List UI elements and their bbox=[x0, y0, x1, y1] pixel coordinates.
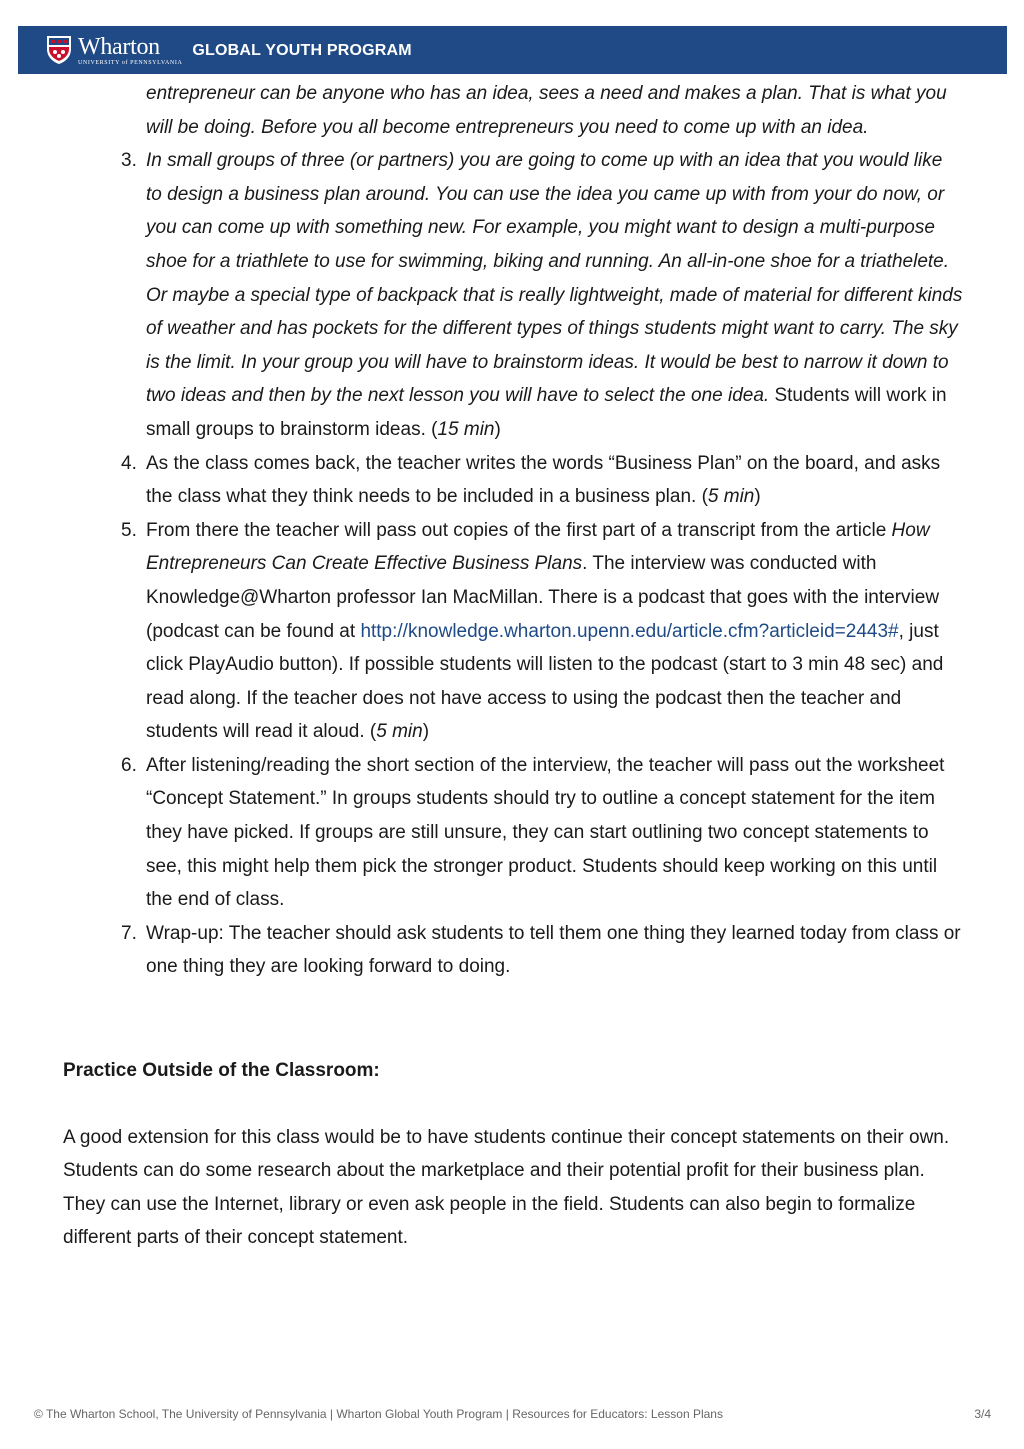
step-text: From there the teacher will pass out copies of the first part of a transcript from the article bbox=[146, 519, 892, 541]
step-text: , just click PlayAudio button). If possible students will listen to the podcast (start to 3 min 48 sec) and read along. If the teacher does not have access to using the podcast then the teacher and students will read it aloud. ( bbox=[146, 620, 944, 743]
step-time: 15 min bbox=[437, 418, 495, 440]
practice-paragraph: A good extension for this class would be to have students continue their concept statements on their own. Students can do some research about the marketplace and their potential profit for their business plan. They can use the Internet, library or even ask people in the field. Students can also begin to formalize different parts of their concept statement. bbox=[63, 1126, 950, 1249]
list-item bbox=[63, 514, 963, 749]
step-number: 3. bbox=[121, 150, 137, 172]
step-close: ) bbox=[754, 486, 761, 508]
step-time: 5 min bbox=[376, 721, 423, 743]
program-title: GLOBAL YOUTH PROGRAM bbox=[192, 42, 412, 59]
step-number: 4. bbox=[121, 452, 137, 474]
list-item bbox=[63, 917, 963, 984]
article-title: How Entrepreneurs Can Create Effective Business Plans bbox=[146, 519, 930, 575]
step-time: 5 min bbox=[707, 486, 755, 508]
logo-subtitle: UNIVERSITY of PENNSYLVANIA bbox=[78, 59, 183, 66]
step-close: ) bbox=[494, 418, 501, 440]
step-text: Students will work in small groups to brainstorm ideas. ( bbox=[146, 385, 947, 440]
list-item bbox=[63, 144, 963, 446]
list-item bbox=[63, 749, 963, 917]
wharton-logo bbox=[46, 35, 182, 66]
page-footer bbox=[34, 1407, 991, 1421]
footer-copyright: © The Wharton School, The University of Pennsylvania | Wharton Global Youth Program | Resources for Educators: Lesson Plans bbox=[34, 1407, 723, 1421]
podcast-link[interactable]: http://knowledge.wharton.upenn.edu/article.cfm?articleid=2443# bbox=[360, 620, 899, 642]
step-italic-text: In small groups of three (or partners) you are going to come up with an idea that you would like to design a business plan around. You can use the idea you came up with from your do now, or you can come up with something new. For example, you might want to design a multi-purpose shoe for a triathlete to use for swimming, biking and running. An all-in-one shoe for a triathelete. Or maybe a special type of backpack that is really lightweight, made of material for different kinds of weather and has pockets for the different types of things students might want to carry. The sky is the limit. In your group you will have to brainstorm ideas. It would be best to narrow it down to two ideas and then by the next lesson you will have to select the one idea. bbox=[146, 150, 963, 407]
step-italic-text: entrepreneur can be anyone who has an idea, sees a need and makes a plan. That is what you will be doing. Before you all become entrepreneurs you need to come up with an idea. bbox=[146, 83, 947, 138]
page-header bbox=[18, 26, 1007, 74]
penn-shield-icon bbox=[46, 35, 72, 65]
page-number: 3/4 bbox=[974, 1407, 991, 1421]
list-item bbox=[63, 77, 963, 144]
step-text: After listening/reading the short section of the interview, the teacher will pass out the worksheet “Concept Statement.” In groups students should try to outline a concept statement for the item they have picked. If groups are still unsure, they can start outlining two concept statements to see, this might help them pick the stronger product. Students should keep working on this until the end of class. bbox=[146, 754, 945, 911]
lesson-content bbox=[63, 77, 963, 1255]
step-close: ) bbox=[422, 721, 430, 743]
step-number: 7. bbox=[121, 922, 137, 944]
step-number: 6. bbox=[121, 754, 137, 776]
section-heading: Practice Outside of the Classroom: bbox=[63, 1060, 380, 1082]
step-text: As the class comes back, the teacher writes the words “Business Plan” on the board, and asks the class what they think needs to be included in a business plan. ( bbox=[146, 452, 941, 508]
step-text: . The interview was conducted with Knowledge@Wharton professor Ian MacMillan. There is a podcast that goes with the interview (podcast can be found at bbox=[146, 553, 940, 642]
step-text: Wrap-up: The teacher should ask students to tell them one thing they learned today from class or one thing they are looking forward to doing. bbox=[146, 922, 961, 978]
step-number: 5. bbox=[121, 519, 137, 541]
list-item bbox=[63, 447, 963, 514]
logo-wordmark: Wharton bbox=[78, 33, 160, 60]
